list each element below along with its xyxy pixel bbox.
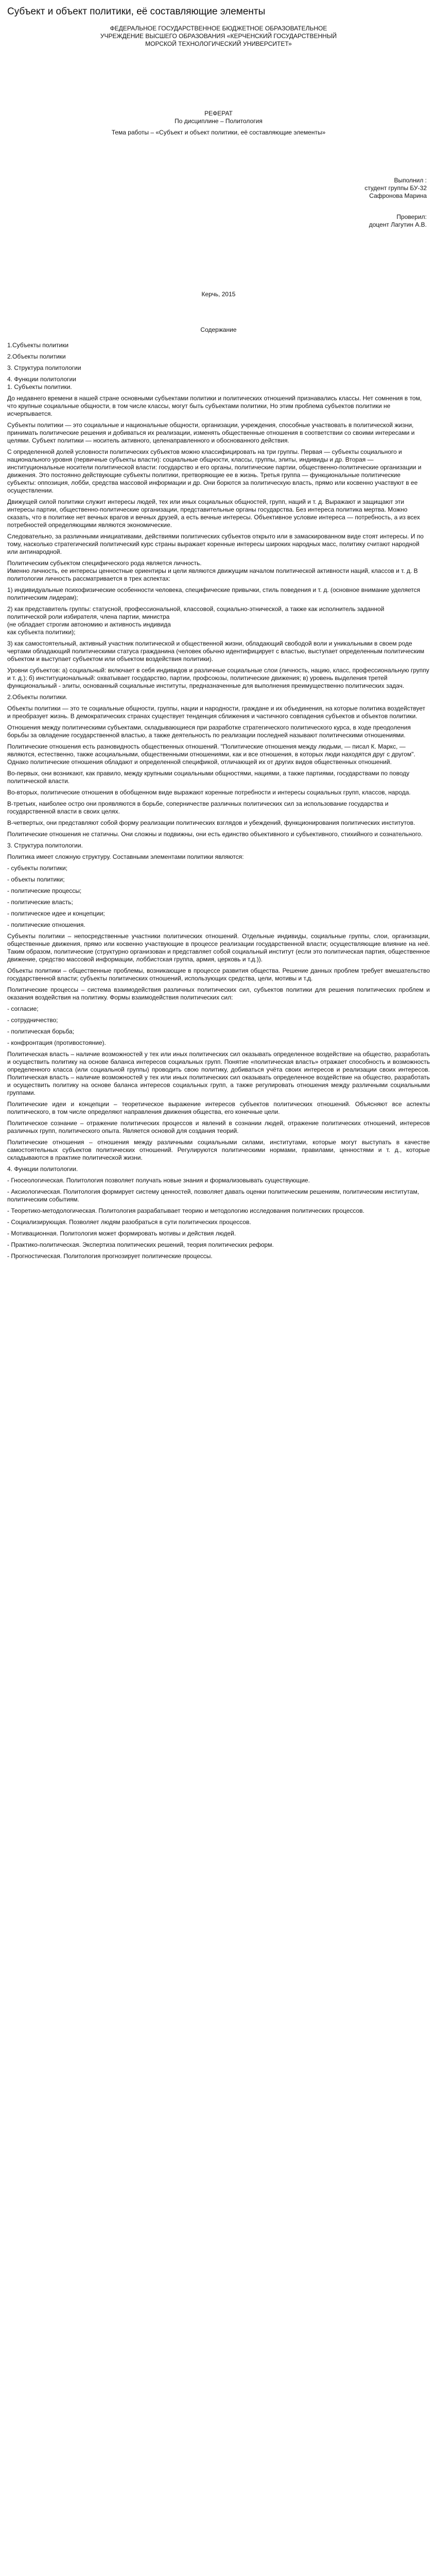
page-title: Субъект и объект политики, её составляющие элементы — [7, 6, 266, 17]
institution-line: МОРСКОЙ ТЕХНОЛОГИЧЕСКИЙ УНИВЕРСИТЕТ» — [145, 40, 292, 47]
body-paragraph: - сотрудничество; — [7, 1016, 58, 1024]
body-paragraph: 2.Объекты политики. — [7, 693, 67, 701]
body-paragraph: 2) как представитель группы: статусной, профессиональной, классовой, социально-этнической, а также как исполнитель заданной политической роли избирателя, члена партии, министра (не обладает строгим автономию и активность индивида как субъекта политики); — [7, 605, 385, 636]
body-paragraph: Объекты политики – общественные проблемы, возникающие в процессе развития общества. Решение данных проблем требует вмешательство государственной власти; субъекты политических отношений, использующих средства, цели, мотивы и т.д. — [7, 967, 430, 982]
body-paragraph: 3. Структура политологии. — [7, 842, 83, 849]
institution-line: УЧРЕЖДЕНИЕ ВЫСШЕГО ОБРАЗОВАНИЯ «КЕРЧЕНСКИЙ ГОСУДАРСТВЕННЫЙ — [100, 32, 337, 40]
body-paragraph: - политическое идее и концепции; — [7, 910, 105, 917]
toc-item: 1.Субъекты политики — [7, 342, 69, 349]
toc-item: 3. Структура политологии — [7, 364, 81, 371]
body-paragraph: - политические власть; — [7, 899, 73, 906]
performed-label: Выполнил : — [394, 177, 427, 184]
toc-item: 1. Субъекты политики. — [7, 383, 72, 391]
body-paragraph: Уровни субъектов: а) социальный: включает в себя индивидов и различные социальные слои (личность, нацию, класс, профессиональную группу и т. д.); б) институциональный: охватывает государство, партии, профсоюзы, политические движения; в) уровень выделения третей функциональный - элиты, основанный социальные институты, предназначенные для выполнения преимущественно политических задач. — [7, 667, 429, 689]
toc-item: 2.Объекты политики — [7, 353, 66, 360]
body-paragraph: - Гносеологическая. Политология позволяет получать новые знания и формализовывать существующие. — [7, 1177, 310, 1184]
document — [0, 3, 436, 1260]
body-paragraph: 4. Функции политологии. — [7, 1165, 78, 1173]
body-paragraph: - субъекты политики; — [7, 865, 68, 872]
body-paragraph: Политические отношения есть разновидность общественных отношений. "Политические отношения между людьми, — писал К. Маркс, — являются, естественно, также асоциальными, общественными отношениями, как и все отношения, в которых люди находятся друг с другом". Однако политические отношения обладают и определенной спецификой, отличающей их от других видов общественных отношений. — [7, 743, 415, 766]
city-year: Керчь, 2015 — [201, 291, 236, 298]
body-paragraph: - Теоретико-методологическая. Политология разрабатывает теорию и методологию исследования политических процессов. — [7, 1207, 364, 1214]
body-paragraph: Во-вторых, политические отношения в обобщенном виде выражают коренные потребности и интересы социальных групп, классов, народа. — [7, 789, 411, 796]
table-of-contents — [7, 326, 430, 391]
body-paragraph: 3) как самостоятельный, активный участник политической и общественной жизни, обладающий свободой воли и уникальными в своем роде чертами обладающий политическими статуса гражданина (человек обычно идентифицирует с властью, выступает определенным политическим объектом и выступает субъектом или объектом воздействия политики). — [7, 640, 425, 663]
body-paragraph: Объекты политики — это те социальные общности, группы, нации и народности, граждане и их объединения, на которые политика воздействует и преобразует жизнь. В демократических странах существует тенденция сближения и частичного совпадения субъектов и объектов политики. — [7, 705, 426, 720]
body-paragraph: - Аксиологическая. Политология формирует систему ценностей, позволяет давать оценки политическим решениям, политическим институтам, политическим событиям. — [7, 1188, 420, 1203]
body-paragraph: Во-первых, они возникают, как правило, между крупными социальными общностями, нациями, а также партиями, государствами по поводу политической власти. — [7, 770, 410, 785]
body-paragraph: Политическое сознание – отражение политических процессов и явлений в сознании людей, отражение политических отношений, интересов различных групп, политического опыта. Является основой для создания теорий. — [7, 1120, 430, 1134]
body-paragraph: - политическая борьба; — [7, 1028, 75, 1035]
body-paragraph: Политические идеи и концепции – теоретическое выражение интересов субъектов политических отношений. Объясняют все аспекты политического, в том числе определяют направления движения общества, его конечные цели. — [7, 1100, 430, 1115]
student-name: Сафронова Марина — [369, 192, 427, 199]
toc-item: 4. Функции политологии — [7, 376, 76, 383]
body-paragraph: - согласие; — [7, 1005, 39, 1012]
body-paragraph: В-третьих, наиболее остро они проявляются в борьбе, соперничестве различных политических сил за использование государства и государственной власти в своих целях. — [7, 800, 389, 815]
body-paragraph: 1) индивидуальные психофизические особенности человека, специфические привычки, стиль поведения и т. д. (основное внимание уделяется политическим лидерам); — [7, 586, 421, 601]
body-paragraph: - политические отношения. — [7, 921, 85, 928]
body-paragraph: - конфронтация (противостояние). — [7, 1039, 106, 1046]
body-paragraph: Политическая власть – наличие возможностей у тех или иных политических сил оказывать определенное воздействие на общество, разработать и осуществить политику на основе баланса интересов социальных групп. Понятие «политическая власть» отражает способность и возможность определенного класса (или социальной группы) проводить свою политику, добиваться учёта своих интересов и реализации своих интересов. Политическая власть – наличие возможностей у тех или иных политических сил оказывать определенное воздействие на общество, разработать и осуществить политику на основе баланса интересов социальных групп, а также регулировать отношения между различными социальными группами. — [7, 1050, 430, 1096]
reviewer-name: доцент Лагутин А.В. — [369, 221, 427, 228]
body-paragraph: Политические отношения не статичны. Они сложны и подвижны, они есть единство объективного и субъективного, стихийного и сознательного. — [7, 831, 423, 838]
body-paragraph: - объекты политики; — [7, 876, 65, 883]
body-paragraph: Политическим субъектом специфического рода является личность. Именно личность, ее интересы ценностные ориентиры и цели являются движущим началом политической активности наций, классов и т. д. В политологии личность рассматривается в трех аспектах: — [7, 560, 418, 582]
body-paragraph: С определенной долей условности политических субъектов можно классифицировать на три группы. Первая — субъекты социального и национального уровня (первичные субъекты власти): социальные общности, классы, группы, элиты, индивиды и др. Вторая — институциональные носители политической власти: государство и его органы, политические партии, общественно-политические организации и движения. Это постоянно действующие субъекты политики, претворяющие ее в жизнь. Третья группа — функциональные политические субъекты: оппозиция, лобби, средства массовой информации и др. Они борются за политическую власть, прямо или косвенно участвуют в ее осуществлении. — [7, 448, 422, 494]
doc-type: РЕФЕРАТ — [204, 110, 233, 117]
body-paragraph: - Практико-политическая. Экспертиза политических решений, теория политических реформ. — [7, 1241, 274, 1248]
body-paragraph: Субъекты политики – непосредственные участники политических отношений. Отдельные индивиды, социальные группы, слои, организации, общественные движения, прямо или косвенно участвующие в процессе реализации государственной власти; осуществляющие влияние на неё. Таким образом, политические (структурно организован и представляет собой социальный институт (если это политическая партия, общественное движение, средство массовой информации, лоббистская группа, армия, церковь и т.д.)). — [7, 933, 430, 963]
toc-heading: Содержание — [200, 326, 237, 333]
body-paragraph: - Мотивационная. Политология может формировать мотивы и действия людей. — [7, 1230, 236, 1237]
body-paragraph: Политика имеет сложную структуру. Составными элементами политики являются: — [7, 853, 244, 860]
body-paragraph: В-четвертых, они представляют собой форму реализации политических взглядов и убеждений, функционирования политических институтов. — [7, 819, 415, 826]
body-paragraph: - политические процессы; — [7, 887, 82, 894]
student-group: студент группы БУ-32 — [364, 184, 427, 192]
body-paragraph: - Социализирующая. Позволяет людям разобраться в сути политических процессов. — [7, 1218, 251, 1226]
title-page — [7, 25, 430, 298]
topic: Тема работы – «Субъект и объект политики, её составляющие элементы» — [111, 129, 326, 136]
body-paragraph: Отношения между политическими субъектами, складывающиеся при разработке стратегического политического курса, в ходе преодоления борьбы за овладение государственной властью, а также деятельность по реализации последней называют политическими отношениями. — [7, 724, 411, 739]
body-paragraph: Политические отношения – отношения между различными социальными силами, институтами, которые могут выступать в качестве самостоятельных субъектов политических отношений. Регулируются политическими нормами, правилами, ценностями и т. д., которые складываются в практике политической жизни. — [7, 1139, 430, 1161]
body-paragraph: Политические процессы – система взаимодействия различных политических сил, субъектов политики для решения политических проблем и оказания воздействия на политику. Формы взаимодействия политических сил: — [7, 986, 430, 1001]
body-text — [7, 395, 430, 1260]
institution-line: ФЕДЕРАЛЬНОЕ ГОСУДАРСТВЕННОЕ БЮДЖЕТНОЕ ОБРАЗОВАТЕЛЬНОЕ — [110, 25, 327, 32]
body-paragraph: Следовательно, за различными инициативами, действиями политических субъектов открыто или в замаскированном виде стоят интересы. И по тому, насколько стратегический политический курс страны выражает коренные интересы широких народных масс, политику считают народной или антинародной. — [7, 533, 424, 555]
discipline: По дисциплине – Политология — [175, 117, 263, 125]
body-paragraph: Субъекты политики — это социальные и национальные общности, организации, учреждения, способные участвовать в политической жизни, принимать политические решения и добиваться их реализации, изменять общественные отношения в соответствии со своими интересами и целями. Субъект политики — носитель активного, целенаправленного и обоснованного действия. — [7, 421, 415, 444]
body-paragraph: Движущей силой политики служит интересы людей, тех или иных социальных общностей, групп, наций и т. д. Выражают и защищают эти интересы партии, общественно-политические организации, представительные органы государства. Без интереса политика мертва. Можно сказать, что в политике нет вечных врагов и вечных друзей, а есть вечные интересы. Объективное условие интереса — потребность, а из всех потребностей определяющими являются экономические. — [7, 498, 420, 529]
body-paragraph: - Прогностическая. Политология прогнозирует политические процессы. — [7, 1252, 213, 1260]
body-paragraph: До недавнего времени в нашей стране основными субъектами политики и политических отношений признавались классы. Нет сомнения в том, что крупные социальные общности, в том числе классы, могут быть субъектами политики, Но этим проблема субъектов политики не исчерпывается. — [7, 395, 422, 417]
checked-label: Проверил: — [396, 213, 427, 221]
